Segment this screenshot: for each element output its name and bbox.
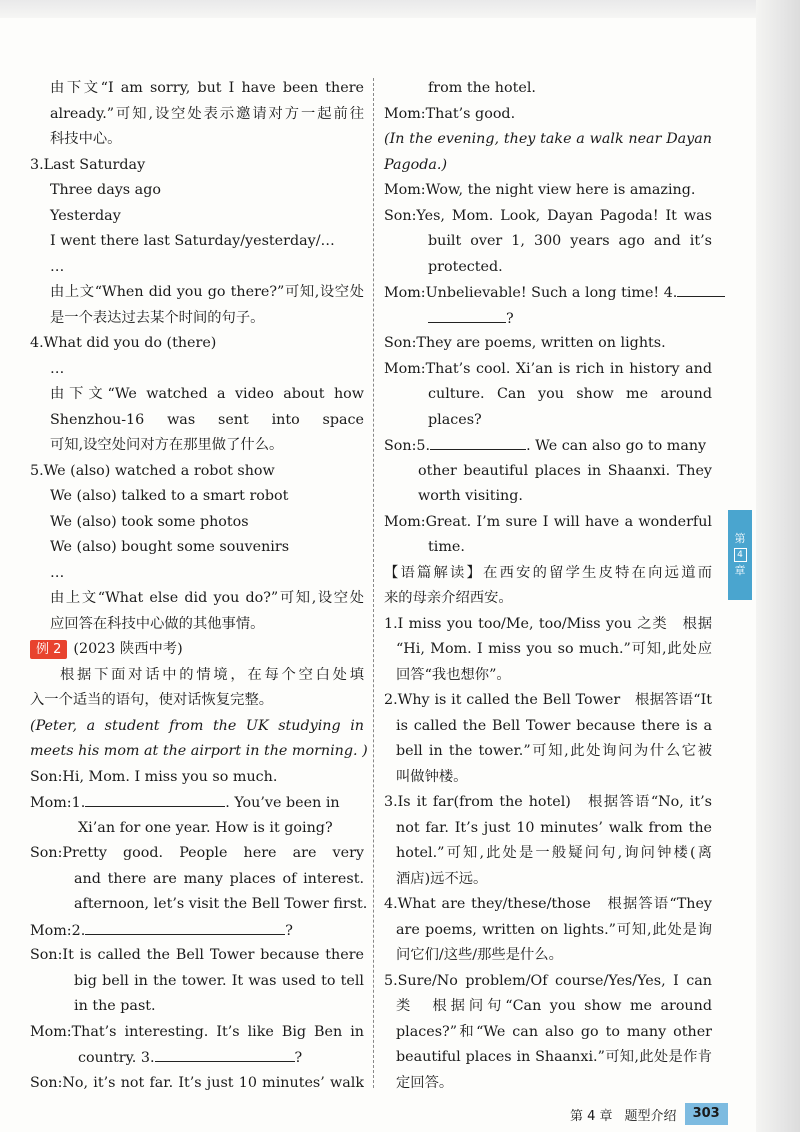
footer-title: 题型介绍 <box>624 1108 677 1124</box>
blank-4b <box>428 306 506 323</box>
text-line: “Hi, Mom. I miss you so much.”可知,此处应 <box>396 641 712 657</box>
dialogue-line: protected. <box>428 258 503 275</box>
dialogue-line: Son:Pretty good. People here are very <box>30 845 364 861</box>
dialogue-line-blank-3: country. 3. ? <box>30 1045 364 1071</box>
text-line: 是一个表达过去某个时间的句子。 <box>50 309 265 326</box>
blank-4a <box>677 280 725 297</box>
example-source: (2023 陕西中考) <box>73 641 183 657</box>
dialogue-line: Son:It is called the Bell Tower because there <box>30 947 364 963</box>
dialogue-line: big bell in the tower. It was used to tell <box>74 972 364 989</box>
text-line: hotel.”可知,此处是一般疑问句,询问钟楼(离 <box>396 845 712 861</box>
page-top-edge <box>0 0 800 18</box>
example-header <box>30 637 364 663</box>
text-line: are poems, written on lights.”可知,此处是询 <box>396 921 712 938</box>
dialogue-line: other beautiful places in Shaanxi. They <box>418 462 712 479</box>
text-line: I went there last Saturday/yesterday/… <box>50 233 335 249</box>
dialogue-line: Son:They are poems, written on lights. <box>384 335 666 351</box>
column-divider <box>373 78 374 1088</box>
text-line: Yesterday <box>50 207 121 224</box>
text-line: We (also) talked to a smart robot <box>50 488 289 504</box>
text-line: 由上文“When did you go there?”可知,设空处 <box>50 284 364 300</box>
text-line: 应回答在科技中心做的其他事情。 <box>50 615 265 632</box>
text-line: 定回答。 <box>396 1074 454 1091</box>
scene-line: Pagoda.) <box>384 156 448 173</box>
dialogue-line: afternoon, let’s visit the Bell Tower first. <box>74 896 368 912</box>
text-line: bell in the tower.”可知,此处询问为什么它被 <box>396 743 712 759</box>
blank-2 <box>85 918 285 935</box>
text-line: 酒店)远不远。 <box>396 870 488 887</box>
dialogue-line: Son:No, it’s not far. It’s just 10 minutes’ walk <box>30 1074 364 1091</box>
footer-chapter: 第 4 章 <box>570 1108 613 1124</box>
answer-item-4: 4.What did you do (there) <box>30 335 217 351</box>
dialogue-line: and there are many places of interest. <box>74 870 364 887</box>
text-line: Three days ago <box>50 182 161 198</box>
answer-item-5: 5.We (also) watched a robot show <box>30 462 275 479</box>
scene-line: (Peter, a student from the UK studying in <box>30 717 364 734</box>
dialogue-line: Mom:Wow, the night view here is amazing. <box>384 182 696 198</box>
text-line: We (also) took some photos <box>50 513 249 530</box>
text-line: places?”和“We can also go to many other <box>396 1023 712 1040</box>
text-line: already.”可知,设空处表示邀请对方一起前往 <box>50 105 364 122</box>
dialogue-line-blank-2: Mom:2. ? <box>30 918 364 944</box>
dialogue-line: Mom:That’s good. <box>384 105 516 122</box>
dialogue-line-blank-4-cont: ? <box>384 306 712 332</box>
dialogue-line-blank-4: Mom:Unbelievable! Such a long time! 4. <box>384 280 712 306</box>
text-line: 回答“我也想你”。 <box>396 666 511 683</box>
page-number: 303 <box>685 1103 728 1125</box>
text-line: 由下文“We watched a video about how <box>50 386 364 402</box>
example-tag: 例 2 <box>30 640 67 659</box>
text-line: 类 根据问句“Can you show me around <box>396 998 712 1014</box>
answer-4: 4.What are they/these/those 根据答语“They <box>384 896 712 912</box>
chapter-side-tab <box>728 510 752 600</box>
text-line: … <box>50 258 65 275</box>
instruction-line: 根据下面对话中的情境，在每个空白处填 <box>60 666 364 683</box>
text-line: We (also) bought some souvenirs <box>50 539 290 555</box>
book-spine-edge <box>756 0 800 1132</box>
blank-5 <box>430 433 526 450</box>
scene-line: (In the evening, they take a walk near Dayan <box>384 131 712 147</box>
blank-1 <box>85 790 225 807</box>
answer-1: 1.I miss you too/Me, too/Miss you 之类 根据 <box>384 615 712 632</box>
tab-text: 章 <box>734 564 746 577</box>
text-line: … <box>50 360 65 377</box>
dialogue-line: places? <box>428 411 482 428</box>
text-line: is called the Bell Tower because there is a <box>396 717 712 734</box>
answer-5: 5.Sure/No problem/Of course/Yes/Yes, I can <box>384 972 712 989</box>
dialogue-line: culture. Can you show me around <box>428 386 712 402</box>
text-line: 可知,设空处问对方在那里做了什么。 <box>50 437 284 453</box>
dialogue-line: Xi’an for one year. How is it going? <box>78 819 333 836</box>
text-line: 叫做钟楼。 <box>396 768 468 785</box>
dialogue-line: from the hotel. <box>428 80 536 96</box>
tab-number: 4 <box>734 548 747 562</box>
dialogue-line-blank-5: Son:5. . We can also go to many <box>384 433 712 459</box>
dialogue-line: built over 1, 300 years ago and it’s <box>428 233 712 249</box>
tab-text: 第 <box>734 532 746 545</box>
dialogue-line: Son:Yes, Mom. Look, Dayan Pagoda! It was <box>384 207 712 224</box>
text-line: 来的母亲介绍西安。 <box>384 590 513 606</box>
text-line: not far. It’s just 10 minutes’ walk from the <box>396 819 712 836</box>
dialogue-line: time. <box>428 539 465 555</box>
text-line: 由上文“What else did you do?”可知,设空处 <box>50 590 364 606</box>
answer-item-3: 3.Last Saturday <box>30 156 146 173</box>
text-line: … <box>50 564 65 581</box>
instruction-line: 入一个适当的语句，使对话恢复完整。 <box>30 692 274 708</box>
discourse-analysis-heading: 【语篇解读】在西安的留学生皮特在向远道而 <box>384 564 712 581</box>
answer-2: 2.Why is it called the Bell Tower 根据答语“It <box>384 692 712 708</box>
text-line: beautiful places in Shaanxi.”可知,此处是作肯 <box>396 1049 712 1065</box>
text-line: 问它们/这些/那些是什么。 <box>396 947 563 963</box>
dialogue-line: in the past. <box>74 998 156 1014</box>
dialogue-line: Mom:That’s cool. Xi’an is rich in history and <box>384 360 712 377</box>
blank-3 <box>155 1045 295 1062</box>
dialogue-line-blank-1: Mom:1. . You’ve been in <box>30 790 364 816</box>
scene-line: meets his mom at the airport in the morning. ) <box>30 743 368 759</box>
text-line: Shenzhou-16 was sent into space <box>50 411 364 428</box>
text-line: 科技中心。 <box>50 131 122 147</box>
answer-3: 3.Is it far(from the hotel) 根据答语“No, it’s <box>384 794 712 810</box>
dialogue-line: Mom:Great. I’m sure I will have a wonderful <box>384 513 712 530</box>
dialogue-line: Mom:That’s interesting. It’s like Big Ben in <box>30 1023 364 1040</box>
dialogue-line: worth visiting. <box>418 488 523 504</box>
text-line: 由下文“I am sorry, but I have been there <box>50 80 364 96</box>
dialogue-line: Son:Hi, Mom. I miss you so much. <box>30 768 278 785</box>
right-column <box>384 76 712 1096</box>
page-footer <box>570 1103 728 1125</box>
left-column <box>30 76 368 1096</box>
